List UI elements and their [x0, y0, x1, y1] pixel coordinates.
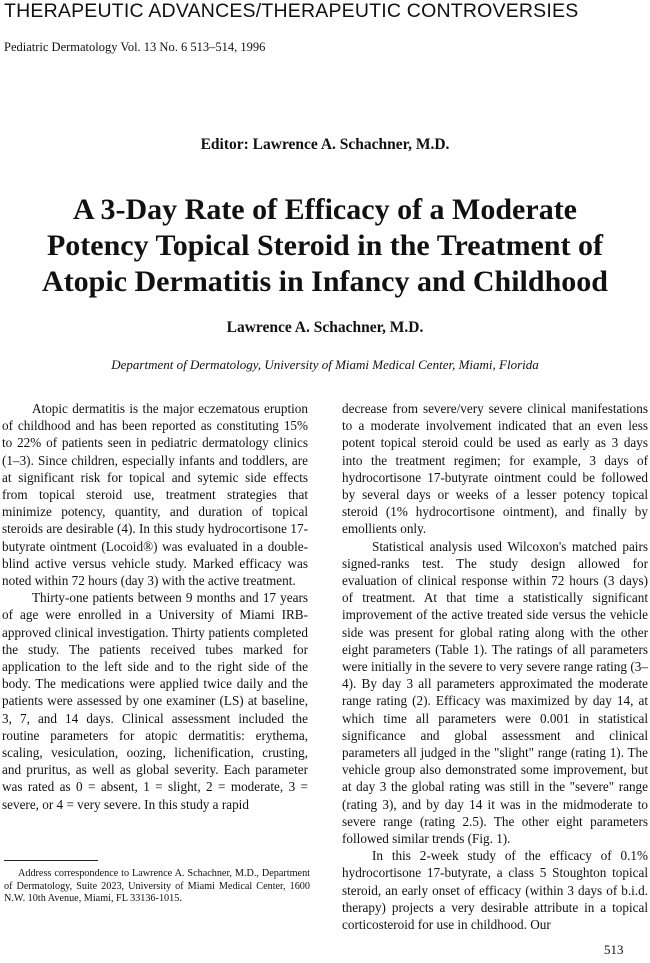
body-paragraph: decrease from severe/very severe clinical manifestations to a moderate involvement indicated that an even less potent topical steroid could be used as early as 3 days into the treatment regimen; for example, 3 days of hydrocortisone 17-butyrate ointment could be followed by several days or weeks of a lesser potency topical steroid (1% hydrocortisone ointment), and finally by emollients only.	[342, 401, 648, 537]
editor-line: Editor: Lawrence A. Schachner, M.D.	[200, 136, 450, 153]
body-paragraph: Statistical analysis used Wilcoxon's matched pairs signed-ranks test. The study design allowed for evaluation of clinical response within 72 hours (3 days) of treatment. At that time a statistically significant improvement of the active treated side versus the vehicle side was present for global rating along with the other eight parameters (Table 1). The ratings of all parameters were initially in the severe to very severe range rating (3–4). By day 3 all parameters approximated the moderate range rating (2). Efficacy was maximized by day 14, at which time all parameters were 0.001 in statistical significance and global assessment and clinical parameters all judged in the "slight" range (rating 1). The vehicle group also demonstrated some improvement, but at day 3 the global rating was still in the "severe" range (rating 3), and by day 14 it was in the midmoderate to severe range (rating 2.5). The other eight parameters followed similar trends (Fig. 1).	[342, 538, 648, 847]
correspondence-footnote: Address correspondence to Lawrence A. Schachner, M.D., Department of Dermatology, Suite 2023, University of Miami Medical Center, 1600 N.W. 10th Avenue, Miami, FL 33136-1015.	[4, 868, 310, 905]
left-column	[2, 400, 308, 813]
body-paragraph: Atopic dermatitis is the major eczematous eruption of childhood and has been reported as constituting 15% to 22% of patients seen in pediatric dermatology clinics (1–3). Since children, especially infants and toddlers, are at significant risk for topical and sytemic side effects from topical steroid use, treatment strategies that minimize potency, quantity, and duration of topical steroids are desirable (4). In this study hydrocortisone 17-butyrate ointment (Locoid®) was evaluated in a double-blind active versus vehicle study. Marked efficacy was noted within 72 hours (day 3) with the active treatment.	[2, 401, 308, 589]
running-head: THERAPEUTIC ADVANCES/THERAPEUTIC CONTROVERSIES	[4, 0, 579, 22]
footnote-divider	[4, 860, 98, 861]
journal-citation: Pediatric Dermatology Vol. 13 No. 6 513–514, 1996	[4, 40, 266, 54]
page-number: 513	[604, 942, 624, 957]
title-line: Atopic Dermatitis in Infancy and Childhood	[42, 265, 608, 298]
author-name: Lawrence A. Schachner, M.D.	[226, 319, 424, 336]
body-paragraph: In this 2-week study of the efficacy of 0.1% hydrocortisone 17-butyrate, a class 5 Stoughton topical steroid, an early onset of efficacy (within 3 days of b.i.d. therapy) projects a very desirable attribute in a topical corticosteroid for use in childhood. Our	[342, 848, 648, 933]
article-title	[0, 192, 650, 300]
title-line: A 3-Day Rate of Efficacy of a Moderate	[72, 193, 577, 226]
title-line: Potency Topical Steroid in the Treatment of	[46, 229, 604, 262]
author-affiliation: Department of Dermatology, University of Miami Medical Center, Miami, Florida	[111, 357, 539, 372]
right-column	[342, 400, 648, 933]
body-paragraph: Thirty-one patients between 9 months and 17 years of age were enrolled in a University of Miami IRB-approved clinical investigation. Thirty patients completed the study. The patients received tubes marked for application to the left side and to the right side of the body. The medications were applied twice daily and the patients were assessed by one examiner (LS) at baseline, 3, 7, and 14 days. Clinical assessment included the routine parameters for atopic dermatitis: erythema, scaling, vesiculation, oozing, lichenification, crusting, and pruritus, as well as global severity. Each parameter was rated as 0 = absent, 1 = slight, 2 = moderate, 3 = severe, or 4 = very severe. In this study a rapid	[2, 590, 308, 812]
